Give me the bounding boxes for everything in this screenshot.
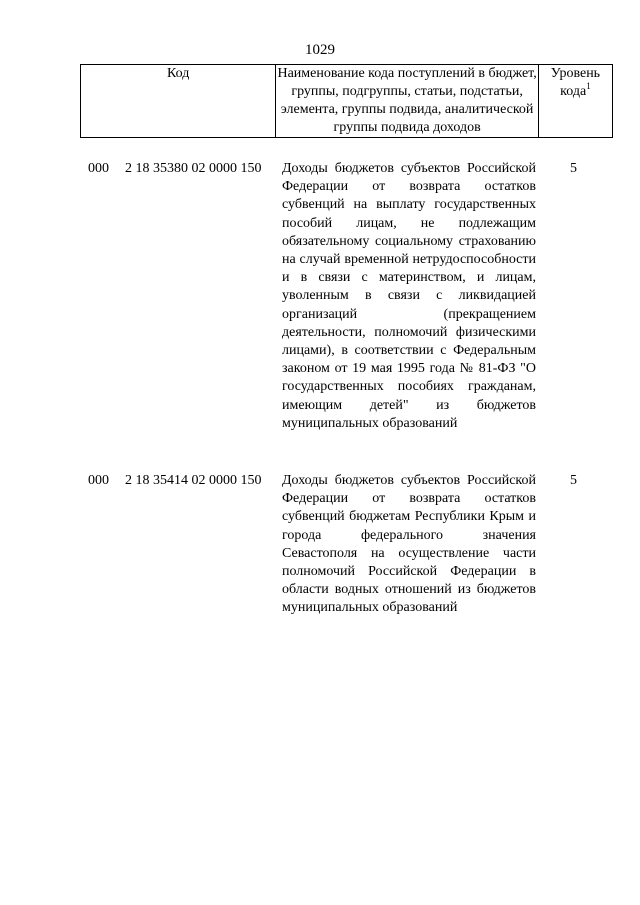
table-header <box>80 64 613 138</box>
header-level-label: Уровень кода <box>550 66 601 99</box>
page-number: 1029 <box>305 42 335 58</box>
row-level: 5 <box>570 161 577 176</box>
header-level-footnote: 1 <box>586 81 591 91</box>
header-name: Наименование кода поступлений в бюджет, группы, подгруппы, статьи, подстатьи, элемента, группы подвида, аналитической группы подвида доходов <box>276 65 538 138</box>
row-admin-code: 000 <box>88 473 109 488</box>
header-code: Код <box>81 65 276 138</box>
row-code: 2 18 35414 02 0000 150 <box>125 473 262 488</box>
row-code: 2 18 35380 02 0000 150 <box>125 161 262 176</box>
row-admin-code: 000 <box>88 161 109 176</box>
row-name: Доходы бюджетов субъектов Российской Федерации от возврата остатков субвенций на выплату государственных пособий лицам, не подлежащим обязательному социальному страхованию на случай временной нетрудоспособности и в связи с материнством, и лицам, уволенным в связи с ликвидацией организаций (прекращением деятельности, полномочий физическими лицами), в соответствии с Федеральным законом от 19 мая 1995 года № 81-ФЗ "О государственных пособиях гражданам, имеющим детей" из бюджетов муниципальных образований <box>282 161 536 431</box>
row-name: Доходы бюджетов субъектов Российской Федерации от возврата остатков субвенций бюджетам Республики Крым и города федерального значения Севастополя на осуществление части полномочий Российской Федерации в области водных отношений из бюджетов муниципальных образований <box>282 473 536 616</box>
header-level <box>538 65 612 138</box>
row-level: 5 <box>570 473 577 488</box>
